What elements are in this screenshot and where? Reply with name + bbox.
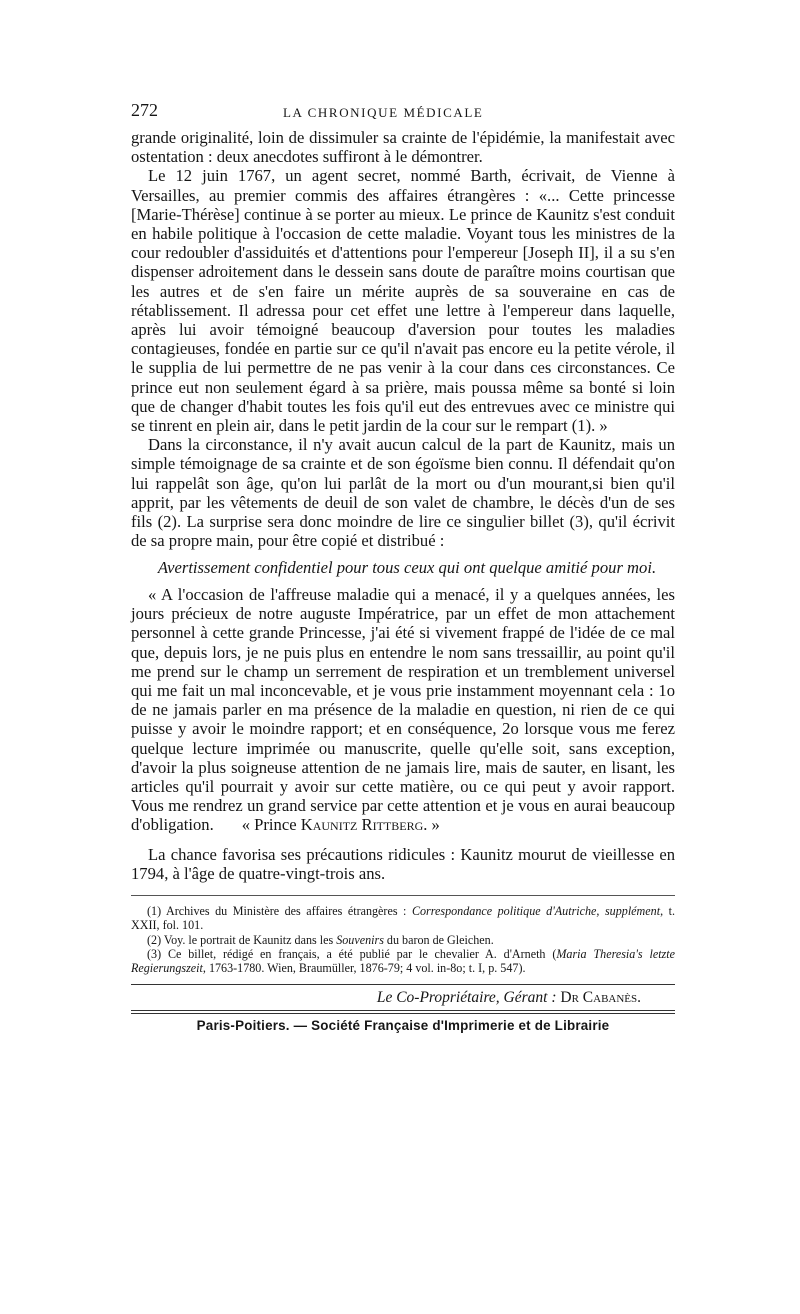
- footnote-2-text: (2) Voy. le portrait de Kaunitz dans les: [147, 932, 337, 947]
- imprint-line: [131, 988, 675, 1008]
- footnote-1-text: (1) Archives du Ministère des affaires étrangères :: [147, 904, 412, 919]
- paragraph-3: Dans la circonstance, il n'y avait aucun calcul de la part de Kaunitz, mais un simple témoignage de sa crainte et de son égoïsme bien connu. Il défendait qu'on lui rappelât son âge, qu'on lui parlât de la mort ou d'un mourant,si bien qu'il apprit, par les vêtements de deuil de son valet de chambre, le décès d'un de ses fils (2). La surprise sera donc moindre de lire ce singulier billet (3), qu'il écrivit de sa propre main, pour être copié et distribué :: [131, 435, 675, 551]
- footnote-1: [131, 904, 675, 933]
- letter-text: [131, 585, 675, 835]
- footnote-1-rest: , t. XXII, fol. 101.: [131, 904, 675, 933]
- letter-signature: [214, 815, 440, 834]
- footnote-2: [131, 933, 675, 947]
- closing-paragraph: La chance favorisa ses précautions ridicules : Kaunitz mourut de vieillesse en 1794, à l'âge de quatre-vingt-trois ans.: [131, 844, 675, 883]
- printer-line: Paris-Poitiers. — Société Française d'Imprimerie et de Librairie: [196, 1017, 610, 1033]
- footnote-2-rest: du baron de Gleichen.: [383, 932, 494, 947]
- imprint-name: Dr Cabanès.: [560, 988, 641, 1006]
- footnote-1-title: Correspondance politique d'Autriche, supplément: [411, 904, 661, 919]
- signature-open: « Prince: [241, 815, 301, 835]
- footnote-2-title: Souvenirs: [336, 932, 384, 947]
- footnote-3-title: Maria Theresia's letzte Regierungszeit: [131, 946, 675, 976]
- book-page: [131, 100, 675, 1033]
- notice-title: Avertissement confidentiel pour tous ceux qui ont quelque amitié pour moi.: [157, 558, 657, 578]
- footnotes: [131, 895, 675, 975]
- page-number: 272: [131, 100, 158, 120]
- paragraph-1: grande originalité, loin de dissimuler sa crainte de l'épidémie, la manifestait avec ostentation : deux anecdotes suffiront à le démontrer.: [131, 128, 675, 167]
- imprint-role: Le Co-Propriétaire, Gérant :: [376, 988, 561, 1006]
- body-text: [131, 128, 675, 883]
- paragraph-2: Le 12 juin 1767, un agent secret, nommé Barth, écrivait, de Vienne à Versailles, au premier commis des affaires étrangères : «... Cette princesse [Marie-Thérèse] continue à se porter au mieux. Le prince de Kaunitz s'est conduit en habile politique à l'occasion de cette maladie. Voyant tous les ministres de la cour redoubler d'assiduités et d'attentions pour l'empereur [Joseph II], il a su s'en dispenser adroitement dans le dessein sans doute de paraître moins courtisan que les autres et de s'en faire un mérite auprès de sa souveraine en cas de rétablissement. Il adressa pour cet effet une lettre à l'empereur dans laquelle, après lui avoir témoigné beaucoup d'aversion pour toutes les maladies contagieuses, fondée en partie sur ce qu'il n'avait pas encore eu la petite vérole, il le supplia de lui permettre de ne pas venir à la cour dans ces circonstances. Ce prince eut non seulement égard à sa prière, mais poussa même sa bonté si loin que de changer d'habit toutes les fois qu'il eut des entrevues avec ce ministre qui se tinrent en plein air, dans le petit jardin de la cour sur le rempart (1). »: [131, 166, 675, 436]
- imprint-divider: [131, 984, 675, 985]
- running-head: LA CHRONIQUE MÉDICALE: [283, 105, 484, 120]
- signature-name: Kaunitz Rittberg: [300, 815, 424, 835]
- letter-body: « A l'occasion de l'affreuse maladie qui a menacé, il y a quelques années, les jours précieux de notre auguste Impératrice, par un effet de mon attachement personnel à cette grande Princesse, j'ai été si vivement frappé de l'idée de ce mal que, depuis lors, je ne puis plus en entendre le nom sans tressaillir, au point qu'il me prend sur le champ un serrement de respiration et un tremblement universel qui me fait un mal inconcevable, et je vous prie instamment moyennant cela : 1o de ne jamais parler en ma présence de la maladie en question, ni rien de ce qui puisse y avoir le moindre rapport; et en conséquence, 2o lorsque vous me ferez quelque lecture imprimée ou manuscrite, quelle qu'elle soit, sans exception, d'avoir la plus soigneuse attention de ne jamais lire, mais de sauter, en lisant, les articles qu'il pourrait y avoir sur cette matière, ou ce qui peut y avoir rapport. Vous me rendrez un grand service par cette attention et je vous en aurai beaucoup d'obligation.: [131, 584, 675, 835]
- signature-close: . »: [423, 815, 440, 835]
- page-header: [131, 100, 675, 128]
- printer-divider: [131, 1010, 675, 1014]
- footnote-3: [131, 947, 675, 976]
- footnote-3-text: (3) Ce billet, rédigé en français, a été publié par le chevalier A. d'Arneth (: [147, 946, 557, 961]
- footnote-3-rest: , 1763-1780. Wien, Braumüller, 1876-79; 4 vol. in-8o; t. I, p. 547).: [202, 961, 526, 976]
